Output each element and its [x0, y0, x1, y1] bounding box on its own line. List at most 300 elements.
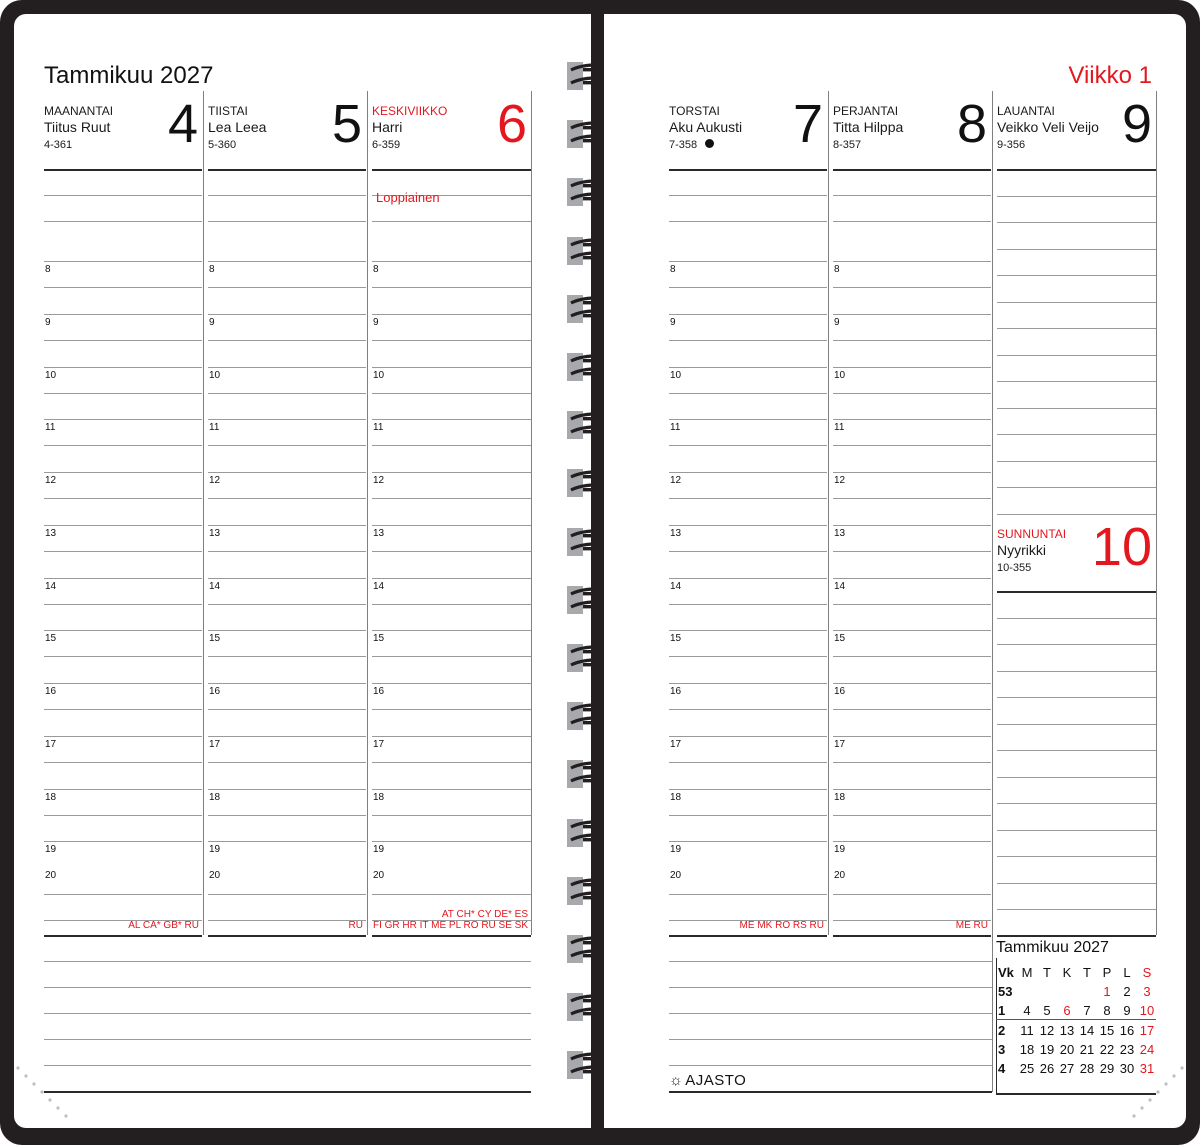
column-divider — [992, 91, 993, 935]
day-column — [208, 91, 366, 935]
mini-calendar-header — [996, 965, 1156, 982]
writing-line — [372, 472, 531, 473]
day-of-year-code — [372, 139, 400, 151]
mini-calendar-day: 8 — [1103, 1003, 1111, 1018]
writing-line — [833, 419, 991, 420]
day-namedays: Veikko Veli Veijo — [997, 119, 1099, 135]
day-of-year-code — [833, 139, 861, 151]
mini-calendar-day: 1 — [1103, 984, 1111, 999]
writing-line — [44, 498, 202, 499]
writing-line — [208, 221, 366, 222]
writing-line — [208, 472, 366, 473]
day-number: 4 — [167, 94, 198, 154]
hour-label: 11 — [834, 422, 845, 434]
day-bottom-rule — [208, 935, 366, 937]
hour-label: 12 — [670, 475, 682, 486]
mini-calendar-day: 12 — [1039, 1023, 1055, 1038]
writing-line — [372, 736, 531, 737]
mini-calendar-weekday-header: T — [1083, 965, 1091, 980]
hour-label: 18 — [373, 791, 385, 803]
writing-line — [669, 195, 827, 196]
hour-label: 12 — [373, 475, 385, 486]
writing-line — [997, 381, 1156, 382]
writing-line — [44, 419, 202, 420]
day-header-rule — [208, 169, 366, 171]
writing-line — [833, 841, 991, 842]
note-line — [669, 1039, 992, 1040]
writing-line — [372, 393, 531, 394]
writing-line — [44, 287, 202, 288]
writing-line — [372, 762, 531, 763]
writing-line — [997, 883, 1156, 884]
writing-line — [833, 340, 991, 341]
writing-line — [669, 709, 827, 710]
writing-line — [372, 287, 531, 288]
writing-line — [997, 408, 1156, 409]
writing-line — [208, 736, 366, 737]
day-of-year-code — [669, 139, 714, 151]
hour-label: 19 — [209, 844, 221, 856]
writing-line — [44, 195, 202, 196]
writing-line — [208, 841, 366, 842]
writing-line — [833, 261, 991, 262]
mini-calendar-day: 18 — [1019, 1042, 1035, 1057]
writing-line — [833, 604, 991, 605]
day-namedays: Tiitus Ruut — [44, 119, 111, 135]
writing-line — [669, 393, 827, 394]
writing-line — [208, 498, 366, 499]
day-weekday: MAANANTAI — [44, 104, 114, 118]
hour-label: 10 — [373, 369, 385, 381]
column-divider — [1156, 91, 1157, 935]
hour-label: 13 — [834, 527, 846, 539]
writing-line — [833, 445, 991, 446]
day-bottom-rule — [833, 935, 991, 937]
hour-label: 16 — [670, 686, 682, 697]
country-code-line: FI GR HR IT ME PL RO RU SE SK — [372, 920, 528, 931]
day-header-rule — [997, 591, 1156, 593]
writing-line — [372, 261, 531, 262]
writing-line — [372, 419, 531, 420]
day-code-text: 8-357 — [833, 139, 862, 151]
hour-label: 20 — [670, 870, 682, 882]
writing-line — [208, 709, 366, 710]
day-number: 5 — [331, 94, 362, 154]
hour-label: 9 — [670, 316, 676, 328]
writing-line — [669, 894, 827, 895]
hour-label: 16 — [834, 686, 846, 697]
note-line — [44, 987, 531, 988]
country-holiday-codes — [373, 909, 528, 931]
country-code-line: AT CH* CY DE* ES — [441, 909, 528, 920]
hour-label: 15 — [834, 633, 846, 645]
writing-line — [44, 367, 202, 368]
writing-line — [372, 551, 531, 552]
day-namedays: Lea Leea — [208, 119, 267, 135]
day-weekday: TIISTAI — [208, 104, 248, 118]
writing-line — [997, 249, 1156, 250]
writing-line — [997, 461, 1156, 462]
hour-label: 16 — [373, 686, 385, 697]
mini-calendar-day: 23 — [1119, 1042, 1135, 1057]
hour-label: 10 — [834, 369, 846, 381]
writing-line — [833, 709, 991, 710]
mini-calendar-week-number: 2 — [998, 1023, 1006, 1038]
writing-line — [208, 195, 366, 196]
left-page — [14, 14, 591, 1128]
hour-label: 8 — [209, 264, 215, 275]
writing-line — [208, 578, 366, 579]
writing-line — [669, 551, 827, 552]
writing-line — [997, 777, 1156, 778]
hour-label: 11 — [45, 422, 56, 434]
ajasto-logo — [669, 1072, 746, 1089]
mini-calendar-day: 30 — [1119, 1061, 1135, 1076]
writing-line — [372, 604, 531, 605]
mini-calendar-weekday-header: T — [1043, 965, 1051, 980]
writing-line — [669, 340, 827, 341]
country-code-line: RU — [348, 920, 363, 931]
writing-line — [669, 815, 827, 816]
writing-line — [372, 498, 531, 499]
note-line — [669, 961, 992, 962]
day-header-rule — [372, 169, 531, 171]
day-header-rule — [833, 169, 991, 171]
hour-label: 16 — [209, 686, 221, 697]
hour-label: 12 — [209, 475, 221, 486]
writing-line — [208, 367, 366, 368]
writing-line — [997, 222, 1156, 223]
writing-line — [669, 498, 827, 499]
writing-line — [833, 551, 991, 552]
writing-line — [997, 644, 1156, 645]
writing-line — [44, 656, 202, 657]
day-bottom-rule — [669, 935, 827, 937]
writing-line — [372, 894, 531, 895]
hour-label: 13 — [670, 527, 682, 539]
writing-line — [208, 525, 366, 526]
writing-line — [997, 328, 1156, 329]
writing-line — [669, 578, 827, 579]
mini-calendar-weekday-header: M — [1021, 965, 1033, 980]
country-holiday-codes — [740, 920, 824, 931]
day-namedays: Nyyrikki — [997, 542, 1046, 558]
hour-label: 14 — [373, 580, 385, 592]
country-holiday-codes — [956, 920, 988, 931]
mini-calendar-day: 7 — [1083, 1003, 1091, 1018]
sun-logo-icon: ☼ — [669, 1072, 684, 1089]
day-code-text: 5-360 — [208, 139, 237, 151]
writing-line — [208, 604, 366, 605]
writing-line — [669, 841, 827, 842]
mini-calendar-week-row — [996, 984, 1156, 1001]
writing-line — [833, 195, 991, 196]
writing-line — [997, 196, 1156, 197]
hour-label: 16 — [45, 686, 57, 697]
writing-line — [833, 367, 991, 368]
hour-label: 8 — [45, 264, 51, 275]
mini-calendar-weekday-header: Vk — [998, 965, 1014, 980]
hour-label: 18 — [45, 791, 57, 803]
mini-calendar-day: 14 — [1079, 1023, 1095, 1038]
hour-label: 10 — [670, 369, 682, 381]
writing-line — [44, 393, 202, 394]
mini-calendar-day: 27 — [1059, 1061, 1075, 1076]
writing-line — [44, 736, 202, 737]
writing-line — [44, 630, 202, 631]
writing-line — [997, 856, 1156, 857]
mini-calendar-day: 3 — [1143, 984, 1151, 999]
writing-line — [372, 221, 531, 222]
writing-line — [669, 445, 827, 446]
hour-label: 17 — [670, 738, 682, 750]
writing-line — [997, 434, 1156, 435]
hour-label: 18 — [209, 791, 221, 803]
hour-label: 20 — [373, 870, 385, 882]
writing-line — [44, 472, 202, 473]
writing-line — [44, 894, 202, 895]
day-number: 9 — [1121, 94, 1152, 154]
day-header-rule — [997, 169, 1156, 171]
mini-calendar-week-number: 1 — [998, 1003, 1006, 1018]
writing-line — [997, 275, 1156, 276]
writing-line — [833, 314, 991, 315]
day-column — [44, 91, 202, 935]
note-line — [44, 1039, 531, 1040]
writing-line — [997, 697, 1156, 698]
day-column — [669, 91, 827, 935]
hour-label: 19 — [834, 844, 846, 856]
country-code-line: ME MK RO RS RU — [739, 920, 824, 931]
writing-line — [833, 789, 991, 790]
writing-line — [833, 683, 991, 684]
writing-line — [833, 762, 991, 763]
hour-label: 18 — [670, 791, 682, 803]
day-namedays: Titta Hilppa — [833, 119, 904, 135]
writing-line — [372, 525, 531, 526]
hour-label: 15 — [209, 633, 221, 645]
hour-label: 13 — [373, 527, 385, 539]
writing-line — [997, 724, 1156, 725]
writing-line — [44, 221, 202, 222]
hour-label: 10 — [45, 369, 57, 381]
day-code-text: 9-356 — [997, 139, 1026, 151]
day-weekday: PERJANTAI — [833, 104, 899, 118]
writing-line — [833, 578, 991, 579]
mini-calendar-week-number: 4 — [998, 1061, 1006, 1076]
writing-line — [208, 340, 366, 341]
writing-line — [372, 709, 531, 710]
writing-line — [44, 445, 202, 446]
note-line — [669, 1091, 992, 1093]
holiday-name: Loppiainen — [376, 190, 440, 205]
saturday-column — [997, 91, 1156, 531]
mini-calendar-week-number: 53 — [998, 984, 1013, 999]
writing-line — [997, 618, 1156, 619]
writing-line — [997, 671, 1156, 672]
mini-calendar-weekday-header: L — [1123, 965, 1131, 980]
writing-line — [669, 762, 827, 763]
mini-calendar-day: 9 — [1123, 1003, 1131, 1018]
week-label: Viikko 1 — [1068, 62, 1152, 89]
writing-line — [833, 472, 991, 473]
writing-line — [44, 762, 202, 763]
mini-calendar-day: 21 — [1079, 1042, 1095, 1057]
mini-calendar-day: 22 — [1099, 1042, 1115, 1057]
mini-calendar-week-row — [996, 1042, 1156, 1059]
column-divider — [531, 91, 532, 935]
corner-dots-decoration — [1126, 1064, 1186, 1124]
hour-label: 15 — [373, 633, 385, 645]
day-of-year-code — [997, 139, 1025, 151]
hour-label: 13 — [45, 527, 57, 539]
writing-line — [208, 683, 366, 684]
mini-calendar-day: 28 — [1079, 1061, 1095, 1076]
note-line — [44, 961, 531, 962]
day-bottom-rule — [372, 935, 531, 937]
column-divider — [367, 91, 368, 935]
hour-label: 9 — [373, 316, 379, 328]
hour-label: 20 — [834, 870, 846, 882]
writing-line — [208, 551, 366, 552]
writing-line — [997, 302, 1156, 303]
writing-line — [833, 498, 991, 499]
writing-line — [669, 656, 827, 657]
writing-line — [372, 445, 531, 446]
country-code-line: ME RU — [955, 920, 988, 931]
hour-label: 19 — [373, 844, 385, 856]
writing-line — [372, 815, 531, 816]
mini-calendar-day: 20 — [1059, 1042, 1075, 1057]
hour-label: 8 — [373, 264, 379, 275]
hour-label: 11 — [209, 422, 220, 434]
day-namedays: Aku Aukusti — [669, 119, 743, 135]
writing-line — [997, 909, 1156, 910]
hour-label: 15 — [670, 633, 682, 645]
writing-line — [208, 445, 366, 446]
writing-line — [208, 393, 366, 394]
mini-calendar-day: 29 — [1099, 1061, 1115, 1076]
writing-line — [372, 314, 531, 315]
brand-name: AJASTO — [685, 1072, 747, 1089]
hour-label: 12 — [834, 475, 846, 486]
country-holiday-codes — [128, 920, 199, 931]
writing-line — [372, 367, 531, 368]
hour-label: 14 — [45, 580, 57, 592]
day-weekday: KESKIVIIKKO — [372, 104, 448, 118]
writing-line — [44, 604, 202, 605]
note-line — [669, 1013, 992, 1014]
writing-line — [997, 487, 1156, 488]
hour-label: 13 — [209, 527, 221, 539]
mini-calendar-weekday-header: K — [1062, 965, 1072, 980]
writing-line — [833, 630, 991, 631]
mini-calendar-day: 15 — [1099, 1023, 1115, 1038]
writing-line — [833, 736, 991, 737]
mini-calendar-week-number: 3 — [998, 1042, 1006, 1057]
writing-line — [669, 789, 827, 790]
day-bottom-rule — [44, 935, 202, 937]
day-code-text: 4-361 — [44, 139, 73, 151]
day-number: 6 — [496, 94, 527, 154]
day-number: 7 — [792, 94, 823, 154]
writing-line — [669, 261, 827, 262]
mini-calendar-weekday-header: P — [1102, 965, 1112, 980]
day-code-text: 6-359 — [372, 139, 401, 151]
writing-line — [208, 287, 366, 288]
mini-calendar-day: 5 — [1043, 1003, 1051, 1018]
writing-line — [44, 551, 202, 552]
note-line — [669, 987, 992, 988]
writing-line — [372, 656, 531, 657]
writing-line — [997, 750, 1156, 751]
day-header-rule — [669, 169, 827, 171]
sunday-column — [997, 514, 1156, 934]
mini-calendar-day: 4 — [1023, 1003, 1031, 1018]
mini-calendar-day: 6 — [1063, 1003, 1071, 1018]
writing-line — [44, 815, 202, 816]
writing-line — [44, 261, 202, 262]
writing-line — [44, 314, 202, 315]
writing-line — [372, 630, 531, 631]
mini-calendar-weekday-header: S — [1142, 965, 1152, 980]
mini-calendar-week-row — [996, 1023, 1156, 1040]
hour-label: 17 — [834, 738, 846, 750]
mini-calendar-day: 10 — [1139, 1003, 1155, 1018]
mini-calendar-day: 13 — [1059, 1023, 1075, 1038]
writing-line — [44, 683, 202, 684]
writing-line — [208, 314, 366, 315]
writing-line — [372, 340, 531, 341]
writing-line — [669, 314, 827, 315]
writing-line — [833, 287, 991, 288]
writing-line — [669, 683, 827, 684]
writing-line — [44, 709, 202, 710]
writing-line — [669, 736, 827, 737]
hour-label: 15 — [45, 633, 57, 645]
country-holiday-codes — [349, 920, 363, 931]
mini-calendar-day: 24 — [1139, 1042, 1155, 1057]
hour-label: 9 — [834, 316, 840, 328]
writing-line — [44, 578, 202, 579]
writing-line — [208, 261, 366, 262]
mini-calendar-day: 11 — [1020, 1023, 1034, 1038]
writing-line — [669, 419, 827, 420]
writing-line — [997, 355, 1156, 356]
writing-line — [997, 830, 1156, 831]
hour-label: 19 — [670, 844, 682, 856]
writing-line — [44, 841, 202, 842]
writing-line — [833, 525, 991, 526]
mini-calendar-day: 31 — [1139, 1061, 1155, 1076]
writing-line — [44, 525, 202, 526]
hour-label: 9 — [209, 316, 215, 328]
country-code-line: AL CA* GB* RU — [128, 920, 199, 931]
note-line — [44, 1091, 531, 1093]
day-weekday: TORSTAI — [669, 104, 720, 118]
mini-calendar-day: 16 — [1119, 1023, 1135, 1038]
writing-line — [833, 656, 991, 657]
hour-label: 17 — [373, 738, 385, 750]
writing-line — [669, 604, 827, 605]
hour-label: 9 — [45, 316, 51, 328]
hour-label: 11 — [373, 422, 384, 434]
day-header-rule — [44, 169, 202, 171]
hour-label: 14 — [670, 580, 682, 592]
writing-line — [669, 472, 827, 473]
writing-line — [669, 367, 827, 368]
mini-calendar-day: 26 — [1039, 1061, 1055, 1076]
